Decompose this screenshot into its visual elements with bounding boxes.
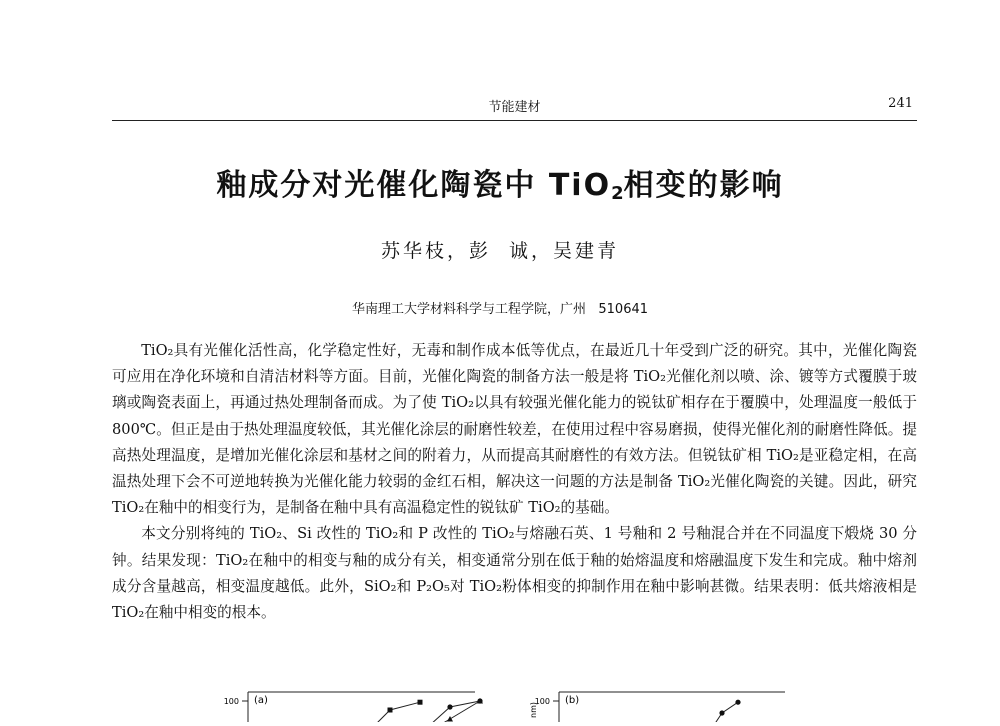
- figure-svg: [0, 684, 1000, 722]
- panel-a-point-s3-2: [447, 716, 453, 722]
- panel-b-series: [703, 700, 740, 722]
- panel-b-point-s1-2: [719, 710, 724, 715]
- panel-a-point-s2-3: [447, 704, 452, 709]
- abstract-body: [112, 338, 917, 626]
- title-text-after: 相变的影响: [623, 168, 784, 203]
- panel-b-y-axis-unit: nm): [529, 702, 538, 718]
- panel-b-point-s1-3: [735, 700, 740, 705]
- title-subscript: 2: [611, 183, 624, 204]
- panel-b-y-tick-label: 100: [534, 697, 550, 706]
- panel-b-label: (b): [565, 695, 580, 706]
- paragraph-1: TiO₂具有光催化活性高，化学稳定性好，无毒和制作成本低等优点，在最近几十年受到广泛的研究。其中，光催化陶瓷可应用在净化环境和自清洁材料等方面。目前，光催化陶瓷的制备方法一般是将 TiO₂光催化剂以喷、涂、镀等方式覆膜于玻璃或陶瓷表面上，再通过热处理制备而成。为了使 TiO₂以具有较强光催化能力的锐钛矿相存在于覆膜中，处理温度一般低于 800℃。但正是由于热处理温度较低，其光催化涂层的耐磨性较差，在使用过程中容易磨损，使得光催化剂的耐磨性降低。提高热处理温度，是增加光催化涂层和基材之间的附着力，从而提高其耐磨性的有效方法。但锐钛矿相 TiO₂是亚稳定相，在高温热处理下会不可逆地转换为光催化能力较弱的金红石相，解决这一问题的方法是制备 TiO₂光催化陶瓷的关键。因此，研究 TiO₂在釉中的相变行为，是制备在釉中具有高温稳定性的锐钛矿 TiO₂的基础。: [112, 342, 917, 517]
- figure-panel-a: [224, 692, 483, 722]
- journal-name: 节能建材: [488, 100, 541, 115]
- running-head: [112, 94, 917, 121]
- page-number: 241: [888, 96, 913, 111]
- figure-panel-b: [529, 692, 785, 722]
- panel-a-y-tick-label: 100: [223, 697, 239, 706]
- affiliation: 华南理工大学材料科学与工程学院，广州 510641: [351, 302, 649, 317]
- panel-a-label: (a): [254, 695, 268, 706]
- paper-title: [0, 160, 1000, 204]
- panel-a-series-line-2: [390, 701, 480, 722]
- authors: 苏华枝，彭 诚，吴建青: [380, 240, 620, 262]
- panel-a-series-line-1: [330, 702, 420, 722]
- panel-a-point-s1-3: [388, 708, 393, 713]
- title-text-before: 釉成分对光催化陶瓷中 TiO: [216, 168, 612, 203]
- figure-area: [0, 684, 1000, 722]
- paragraph-2: 本文分别将纯的 TiO₂、Si 改性的 TiO₂和 P 改性的 TiO₂与熔融石英、1 号釉和 2 号釉混合并在不同温度下煅烧 30 分钟。结果发现：TiO₂在釉中的相变与釉的成分有关，相变通常分别在低于釉的始熔温度和熔融温度下发生和完成。釉中熔剂成分含量越高，相变温度越低。此外，SiO₂和 P₂O₅对 TiO₂粉体相变的抑制作用在釉中影响甚微。结果表明：低共熔液相是 TiO₂在釉中相变的根本。: [112, 525, 917, 622]
- panel-a-series: [328, 698, 484, 722]
- panel-a-point-s1-4: [418, 700, 423, 705]
